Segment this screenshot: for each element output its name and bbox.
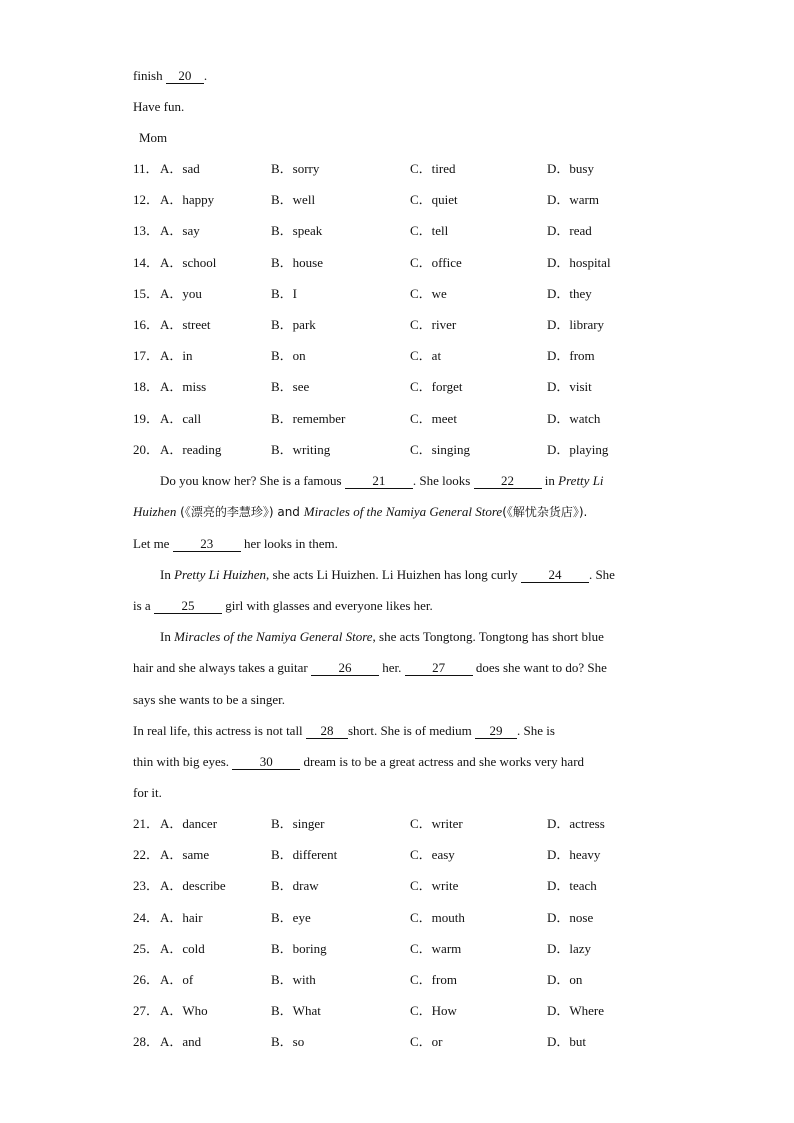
text: In bbox=[160, 629, 175, 644]
option-b[interactable]: B．with bbox=[271, 972, 316, 987]
question-number: 25． bbox=[133, 940, 160, 956]
question-number: 23． bbox=[133, 878, 160, 894]
question-number: 19． bbox=[133, 410, 160, 426]
option-a[interactable]: A．dancer bbox=[160, 816, 218, 831]
option-c[interactable]: C．office bbox=[410, 254, 462, 270]
passage2-line-11: for it. bbox=[133, 785, 162, 800]
option-d[interactable]: D．Where bbox=[547, 1003, 605, 1019]
option-d[interactable]: D．busy bbox=[547, 161, 594, 176]
option-d[interactable]: D．warm bbox=[547, 192, 599, 208]
option-b[interactable]: B．What bbox=[271, 1003, 321, 1019]
title-italic: Miracles of the Namiya General Store bbox=[303, 504, 503, 519]
text: her. bbox=[378, 660, 405, 675]
option-c[interactable]: C．How bbox=[410, 1003, 457, 1019]
question-row bbox=[133, 317, 733, 333]
option-c[interactable]: C．writer bbox=[410, 816, 463, 831]
option-d[interactable]: D．from bbox=[547, 348, 595, 364]
option-d[interactable]: D．hospital bbox=[547, 254, 611, 270]
blank-25: 25 bbox=[154, 599, 222, 614]
text: Let me bbox=[133, 536, 173, 551]
text: does she want to do? She bbox=[472, 660, 607, 675]
option-d[interactable]: D．nose bbox=[547, 909, 594, 925]
text: . She is bbox=[517, 723, 555, 738]
option-c[interactable]: C．river bbox=[410, 317, 457, 332]
option-a[interactable]: A．of bbox=[160, 972, 194, 987]
option-d[interactable]: D．on bbox=[547, 972, 583, 987]
passage2-line-5 bbox=[133, 598, 433, 614]
question-row bbox=[133, 255, 733, 271]
option-c[interactable]: C．meet bbox=[410, 410, 457, 426]
option-a[interactable]: A．reading bbox=[160, 441, 222, 457]
text: dream is to be a great actress and she works very hard bbox=[300, 754, 585, 769]
question-number: 15． bbox=[133, 285, 160, 301]
option-c[interactable]: C．mouth bbox=[410, 909, 465, 925]
question-number: 27． bbox=[133, 1003, 160, 1019]
question-number: 11． bbox=[133, 161, 159, 176]
option-b[interactable]: B．different bbox=[271, 847, 338, 863]
option-a[interactable]: A．miss bbox=[160, 379, 207, 395]
question-row bbox=[133, 910, 733, 926]
title-italic: Pretty Li Huizhen bbox=[174, 567, 267, 582]
option-b[interactable]: B．see bbox=[271, 379, 310, 395]
question-number: 12． bbox=[133, 192, 160, 208]
option-a[interactable]: A．hair bbox=[160, 909, 203, 925]
option-a[interactable]: A．say bbox=[160, 223, 200, 239]
text: thin with big eyes. bbox=[133, 754, 233, 769]
option-c[interactable]: C．from bbox=[410, 972, 457, 987]
passage2-line-6 bbox=[160, 629, 604, 645]
option-b[interactable]: B．writing bbox=[271, 441, 331, 457]
option-d[interactable]: D．they bbox=[547, 285, 592, 301]
question-row bbox=[133, 878, 733, 894]
question-row bbox=[133, 1034, 733, 1050]
blank-29: 29 bbox=[475, 724, 517, 739]
have-fun-line: Have fun. bbox=[133, 99, 185, 114]
question-row bbox=[133, 941, 733, 957]
option-a[interactable]: A．call bbox=[160, 410, 202, 426]
title-italic: Miracles of the Namiya General Store bbox=[174, 629, 373, 644]
option-b[interactable]: B．on bbox=[271, 348, 306, 364]
option-a[interactable]: A．you bbox=[160, 285, 202, 301]
question-row bbox=[133, 972, 733, 988]
option-a[interactable]: A．happy bbox=[160, 192, 215, 208]
option-a[interactable]: A．and bbox=[160, 1034, 202, 1050]
question-number: 18． bbox=[133, 379, 160, 395]
question-number: 13． bbox=[133, 223, 160, 239]
option-d[interactable]: D．library bbox=[547, 317, 605, 332]
blank-24: 24 bbox=[521, 568, 589, 583]
option-b[interactable]: B．I bbox=[271, 285, 298, 301]
passage2-line-4 bbox=[160, 567, 615, 583]
blank-27: 27 bbox=[405, 661, 473, 676]
passage2-line-10 bbox=[133, 754, 584, 770]
question-number: 22． bbox=[133, 847, 160, 863]
blank-20: 20 bbox=[166, 69, 204, 84]
question-row bbox=[133, 192, 733, 208]
question-number: 17． bbox=[133, 348, 160, 364]
option-b[interactable]: B．eye bbox=[271, 909, 311, 925]
option-d[interactable]: D．heavy bbox=[547, 847, 601, 863]
option-d[interactable]: D．read bbox=[547, 223, 592, 239]
text: , she acts Tongtong. Tongtong has short blue bbox=[372, 629, 604, 644]
option-c[interactable]: C．tired bbox=[410, 161, 456, 176]
option-b[interactable]: B．boring bbox=[271, 940, 327, 956]
text: hair and she always takes a guitar bbox=[133, 660, 311, 675]
question-number: 28． bbox=[133, 1034, 160, 1050]
question-row bbox=[133, 161, 733, 177]
option-c[interactable]: C．quiet bbox=[410, 192, 458, 208]
text: (《解忧杂货店》). bbox=[502, 505, 588, 519]
option-a[interactable]: A．cold bbox=[160, 940, 205, 956]
text: in bbox=[541, 473, 559, 488]
blank-22: 22 bbox=[474, 474, 542, 489]
text: girl with glasses and everyone likes her. bbox=[221, 598, 433, 613]
option-c[interactable]: C．or bbox=[410, 1034, 443, 1050]
text: finish bbox=[133, 68, 163, 83]
option-a[interactable]: A．Who bbox=[160, 1003, 208, 1019]
option-a[interactable]: A．street bbox=[160, 317, 211, 332]
option-a[interactable]: A．school bbox=[160, 254, 217, 270]
passage2-line-1 bbox=[160, 473, 604, 489]
blank-23: 23 bbox=[173, 537, 241, 552]
text: . She bbox=[588, 567, 615, 582]
text: . bbox=[203, 68, 208, 83]
text: In bbox=[160, 567, 175, 582]
question-row bbox=[133, 286, 733, 302]
option-b[interactable]: B．sorry bbox=[271, 161, 320, 176]
option-b[interactable]: B．house bbox=[271, 254, 324, 270]
signature-mom: Mom bbox=[139, 130, 168, 145]
option-d[interactable]: D．teach bbox=[547, 878, 597, 894]
blank-21: 21 bbox=[345, 474, 413, 489]
option-d[interactable]: D．but bbox=[547, 1034, 587, 1050]
question-number: 24． bbox=[133, 909, 160, 925]
option-b[interactable]: B．singer bbox=[271, 816, 325, 831]
option-d[interactable]: D．actress bbox=[547, 816, 605, 831]
option-b[interactable]: B．remember bbox=[271, 410, 346, 426]
option-c[interactable]: C．easy bbox=[410, 847, 455, 863]
question-row bbox=[133, 411, 733, 427]
text: (《漂亮的李慧珍》) and bbox=[176, 505, 304, 519]
option-c[interactable]: C．at bbox=[410, 348, 442, 364]
option-d[interactable]: D．playing bbox=[547, 441, 609, 457]
question-row bbox=[133, 379, 733, 395]
option-d[interactable]: D．visit bbox=[547, 379, 592, 395]
text: Do you know her? She is a famous bbox=[160, 473, 345, 488]
question-number: 20． bbox=[133, 441, 160, 457]
option-c[interactable]: C．warm bbox=[410, 940, 462, 956]
option-c[interactable]: C．forget bbox=[410, 379, 463, 395]
option-c[interactable]: C．we bbox=[410, 285, 447, 301]
passage2-line-2 bbox=[133, 504, 587, 520]
text: In real life, this actress is not tall bbox=[133, 723, 306, 738]
question-row bbox=[133, 816, 733, 832]
option-b[interactable]: B．so bbox=[271, 1034, 305, 1050]
option-c[interactable]: C．tell bbox=[410, 223, 449, 239]
question-number: 21． bbox=[133, 816, 160, 831]
question-number: 26． bbox=[133, 972, 160, 987]
option-b[interactable]: B．speak bbox=[271, 223, 323, 239]
option-b[interactable]: B．draw bbox=[271, 878, 319, 894]
blank-30: 30 bbox=[232, 755, 300, 770]
text: her looks in them. bbox=[240, 536, 338, 551]
option-c[interactable]: C．singing bbox=[410, 441, 470, 457]
text: short. She is of medium bbox=[347, 723, 476, 738]
passage2-line-9 bbox=[133, 723, 555, 739]
text: . She looks bbox=[412, 473, 474, 488]
option-b[interactable]: B．well bbox=[271, 192, 316, 208]
passage2-line-3 bbox=[133, 536, 338, 552]
question-row bbox=[133, 442, 733, 458]
passage2-line-7 bbox=[133, 660, 607, 676]
passage2-line-8: says she wants to be a singer. bbox=[133, 692, 286, 707]
text: is a bbox=[133, 598, 154, 613]
option-d[interactable]: D．lazy bbox=[547, 940, 592, 956]
blank-28: 28 bbox=[306, 724, 348, 739]
option-a[interactable]: A．same bbox=[160, 847, 210, 863]
question-number: 14． bbox=[133, 254, 160, 270]
option-a[interactable]: A．sad bbox=[160, 161, 200, 176]
option-a[interactable]: A．describe bbox=[160, 878, 226, 894]
question-number: 16． bbox=[133, 317, 160, 332]
question-row bbox=[133, 847, 733, 863]
option-c[interactable]: C．write bbox=[410, 878, 459, 894]
question-row bbox=[133, 223, 733, 239]
title-italic: Pretty Li bbox=[558, 473, 604, 488]
option-a[interactable]: A．in bbox=[160, 348, 193, 364]
blank-26: 26 bbox=[311, 661, 379, 676]
option-d[interactable]: D．watch bbox=[547, 410, 601, 426]
passage-line-finish bbox=[133, 68, 207, 84]
title-italic: Huizhen bbox=[133, 504, 177, 519]
question-row bbox=[133, 1003, 733, 1019]
option-b[interactable]: B．park bbox=[271, 317, 316, 332]
question-row bbox=[133, 348, 733, 364]
text: , she acts Li Huizhen. Li Huizhen has long curly bbox=[266, 567, 521, 582]
